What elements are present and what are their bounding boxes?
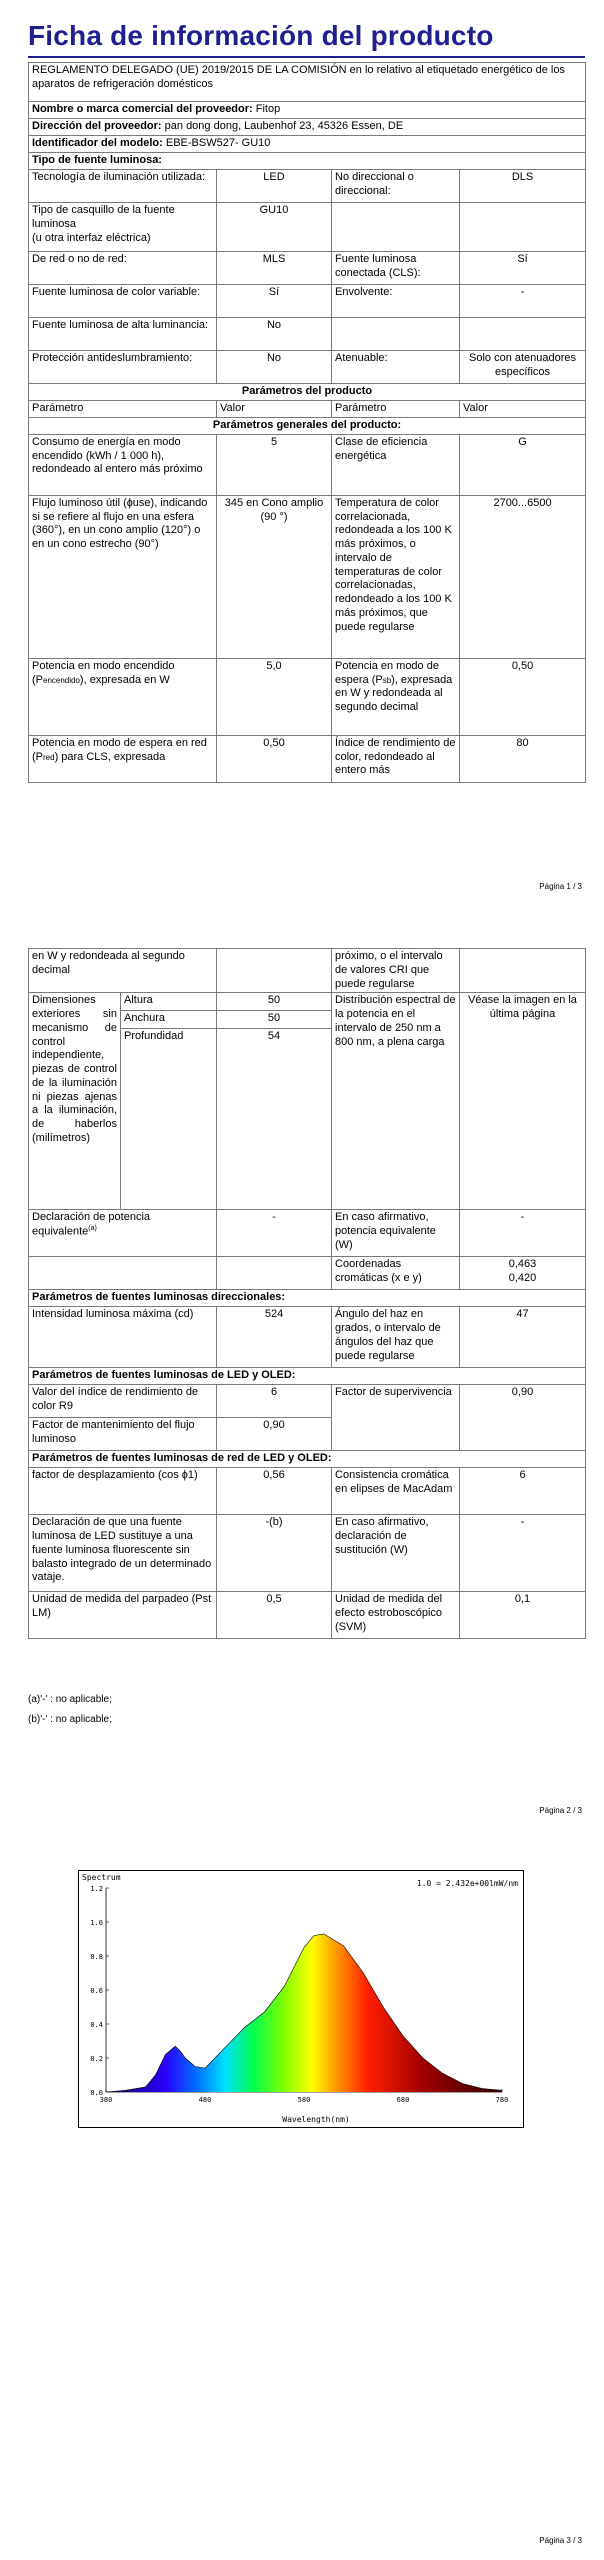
network-power-value: 0,50 bbox=[217, 735, 332, 782]
chroma-value bbox=[460, 1257, 586, 1290]
source-row bbox=[29, 170, 586, 203]
x-tick-label: 380 bbox=[99, 2096, 113, 2104]
mains-value: 0,1 bbox=[460, 1592, 586, 1639]
chroma-y: 0,420 bbox=[508, 1272, 537, 1284]
general-row bbox=[29, 434, 586, 495]
mains-param: Unidad de medida del efecto estroboscópico (SVM) bbox=[332, 1592, 460, 1639]
spectral-value: Véase la imagen en la última página bbox=[460, 993, 586, 1210]
network-power-label-cont: en W y redondeada al segundo decimal bbox=[29, 949, 217, 993]
general-param: Temperatura de color correlacionada, redondeada a los 100 K más próximos, o intervalo de temperaturas de color correlacionadas, redondeado a los 100 K más próximos, que puede regularse bbox=[332, 495, 460, 658]
general-value: 5 bbox=[217, 434, 332, 495]
source-param bbox=[332, 203, 460, 252]
source-param bbox=[332, 318, 460, 351]
equiv-label: Declaración de potencia equivalente$^{(a)}$ bbox=[29, 1210, 217, 1257]
col-header-param: Parámetro bbox=[332, 401, 460, 418]
equiv-value: - bbox=[217, 1210, 332, 1257]
general-params-title: Parámetros generales del producto: bbox=[29, 417, 586, 434]
dim-value: 54 bbox=[217, 1028, 332, 1209]
supplier-name-label: Nombre o marca comercial del proveedor: bbox=[32, 103, 253, 115]
supplier-address-row bbox=[29, 119, 586, 136]
mains-value: 0,5 bbox=[217, 1592, 332, 1639]
dim-value: 50 bbox=[217, 993, 332, 1011]
source-value: - bbox=[460, 285, 586, 318]
y-tick-label: 1.0 bbox=[90, 1919, 103, 1927]
chroma-label: Coordenadas cromáticas (x e y) bbox=[332, 1257, 460, 1290]
spectral-label: Distribución espectral de la potencia en el intervalo de 250 nm a 800 nm, a plena carga bbox=[332, 993, 460, 1210]
model-id-label: Identificador del modelo: bbox=[32, 137, 163, 149]
dim-name: Profundidad bbox=[121, 1028, 217, 1209]
cri-value: 80 bbox=[460, 735, 586, 782]
equiv2-value: - bbox=[460, 1210, 586, 1257]
dir-title-row bbox=[29, 1290, 586, 1307]
mains-title-row bbox=[29, 1451, 586, 1468]
source-row bbox=[29, 285, 586, 318]
dim-name: Altura bbox=[121, 993, 217, 1011]
general-value: 345 en Cono amplio (90 °) bbox=[217, 495, 332, 658]
source-value: Sí bbox=[217, 285, 332, 318]
product-params-title: Parámetros del producto bbox=[29, 384, 586, 401]
survival-label: Factor de supervivencia bbox=[332, 1385, 460, 1451]
mains-param: En caso afirmativo, declaración de sustitución (W) bbox=[332, 1515, 460, 1592]
source-type-row bbox=[29, 153, 586, 170]
dir-params-title: Parámetros de fuentes luminosas direccionales: bbox=[29, 1290, 586, 1307]
spectrum-chart bbox=[78, 1870, 524, 2128]
source-row bbox=[29, 318, 586, 351]
source-param: Fuente luminosa de alta luminancia: bbox=[29, 318, 217, 351]
mains-value: -(b) bbox=[217, 1515, 332, 1592]
equiv2-label: En caso afirmativo, potencia equivalente (W) bbox=[332, 1210, 460, 1257]
general-param: Clase de eficiencia energética bbox=[332, 434, 460, 495]
y-tick-label: 0.0 bbox=[90, 2089, 103, 2097]
maint-label: Factor de mantenimiento del flujo luminoso bbox=[29, 1418, 217, 1451]
power-on-value: 5,0 bbox=[217, 658, 332, 735]
mains-param: Consistencia cromática en elipses de MacAdam bbox=[332, 1468, 460, 1515]
source-param: Fuente luminosa de color variable: bbox=[29, 285, 217, 318]
info-table-page2 bbox=[28, 948, 586, 1639]
r9-label: Valor del índice de rendimiento de color R9 bbox=[29, 1385, 217, 1418]
info-table-page1 bbox=[28, 62, 586, 783]
regulation-text: REGLAMENTO DELEGADO (UE) 2019/2015 DE LA COMISIÓN en lo relativo al etiquetado energético de los aparatos de refrigeración domésticos bbox=[29, 63, 586, 102]
page-number: Página 3 / 3 bbox=[539, 2536, 582, 2545]
source-type-label: Tipo de fuente luminosa: bbox=[29, 153, 586, 170]
supplier-name: Fitop bbox=[255, 103, 281, 115]
y-tick-label: 1.2 bbox=[90, 1885, 103, 1893]
source-value: DLS bbox=[460, 170, 586, 203]
x-tick-label: 580 bbox=[297, 2096, 311, 2104]
survival-value: 0,90 bbox=[460, 1385, 586, 1451]
y-tick-label: 0.2 bbox=[90, 2055, 103, 2063]
footnote-a: (a)'-' : no aplicable; bbox=[28, 1694, 112, 1705]
dim-name: Anchura bbox=[121, 1011, 217, 1029]
x-tick-label: 480 bbox=[198, 2096, 212, 2104]
maint-value: 0,90 bbox=[217, 1418, 332, 1451]
mains-param: Declaración de que una fuente luminosa de LED sustituye a una fuente luminosa fluorescente sin balasto integrado de un determinado vataje. bbox=[29, 1515, 217, 1592]
power-standby-value: 0,50 bbox=[460, 658, 586, 735]
title-underline bbox=[28, 56, 585, 58]
mains-row bbox=[29, 1468, 586, 1515]
x-tick-label: 780 bbox=[495, 2096, 509, 2104]
dims-label: Dimensiones exteriores sin mecanismo de control independiente, piezas de control de la iluminación ni piezas ajenas a la iluminación, de haberlos (milímetros) bbox=[29, 993, 121, 1210]
led-title-row bbox=[29, 1368, 586, 1385]
dir-value: 47 bbox=[460, 1307, 586, 1368]
mains-params-title: Parámetros de fuentes luminosas de red de LED y OLED: bbox=[29, 1451, 586, 1468]
col-header-value: Valor bbox=[460, 401, 586, 418]
footnote-b: (b)'-' : no aplicable; bbox=[28, 1714, 112, 1725]
source-param: Atenuable: bbox=[332, 351, 460, 384]
source-value: Sí bbox=[460, 252, 586, 285]
network-power-label: Potencia en modo de espera en red (Pred) para CLS, expresada bbox=[29, 735, 217, 782]
source-row bbox=[29, 351, 586, 384]
source-value bbox=[460, 318, 586, 351]
general-value: 2700...6500 bbox=[460, 495, 586, 658]
mains-value: 0,56 bbox=[217, 1468, 332, 1515]
chroma-x: 0,463 bbox=[508, 1258, 537, 1271]
dir-param: Ángulo del haz en grados, o intervalo de ángulos del haz que puede regularse bbox=[332, 1307, 460, 1368]
col-header-param: Parámetro bbox=[29, 401, 217, 418]
source-value bbox=[460, 203, 586, 252]
source-value: GU10 bbox=[217, 203, 332, 252]
spectrum-xlabel: Wavelength(nm) bbox=[282, 2115, 350, 2124]
dim-value: 50 bbox=[217, 1011, 332, 1029]
general-param: Consumo de energía en modo encendido (kWh / 1 000 h), redondeado al entero más próximo bbox=[29, 434, 217, 495]
mains-value: - bbox=[460, 1515, 586, 1592]
column-header-row bbox=[29, 401, 586, 418]
mains-row bbox=[29, 1515, 586, 1592]
led-row bbox=[29, 1385, 586, 1418]
mains-param: Unidad de medida del parpadeo (Pst LM) bbox=[29, 1592, 217, 1639]
source-row bbox=[29, 252, 586, 285]
model-id-row bbox=[29, 136, 586, 153]
r9-value: 6 bbox=[217, 1385, 332, 1418]
source-value: Solo con atenuadores específicos bbox=[460, 351, 586, 384]
cri-label: Índice de rendimiento de color, redondeado al entero más bbox=[332, 735, 460, 782]
power-standby-label: Potencia en modo de espera (Psb), expresada en W y redondeada al segundo decimal bbox=[332, 658, 460, 735]
general-params-row bbox=[29, 417, 586, 434]
led-params-title: Parámetros de fuentes luminosas de LED y OLED: bbox=[29, 1368, 586, 1385]
page-number: Página 2 / 3 bbox=[539, 1806, 582, 1815]
dir-row bbox=[29, 1307, 586, 1368]
page-number: Página 1 / 3 bbox=[539, 882, 582, 891]
y-tick-label: 0.8 bbox=[90, 1953, 103, 1961]
power-row bbox=[29, 658, 586, 735]
supplier-address-label: Dirección del proveedor: bbox=[32, 120, 162, 132]
source-value: No bbox=[217, 351, 332, 384]
source-param: No direccional o direccional: bbox=[332, 170, 460, 203]
source-row bbox=[29, 203, 586, 252]
source-param: Tipo de casquillo de la fuente luminosa (u otra interfaz eléctrica) bbox=[29, 203, 217, 252]
spectrum-scale: 1.0 = 2.432e+00lmW/nm bbox=[416, 1879, 518, 1888]
source-param: Fuente luminosa conectada (CLS): bbox=[332, 252, 460, 285]
dims-row bbox=[29, 993, 586, 1011]
general-row bbox=[29, 495, 586, 658]
source-value: LED bbox=[217, 170, 332, 203]
source-param: Envolvente: bbox=[332, 285, 460, 318]
network-power-row bbox=[29, 735, 586, 782]
product-params-row bbox=[29, 384, 586, 401]
source-param: De red o no de red: bbox=[29, 252, 217, 285]
x-tick-label: 680 bbox=[396, 2096, 410, 2104]
supplier-name-row bbox=[29, 102, 586, 119]
regulation-row bbox=[29, 63, 586, 102]
general-param: Flujo luminoso útil (ɸuse), indicando si se refiere al flujo en una esfera (360°), en un cono amplio (120°) o en un cono estrecho (90°) bbox=[29, 495, 217, 658]
source-param: Tecnología de iluminación utilizada: bbox=[29, 170, 217, 203]
general-value: G bbox=[460, 434, 586, 495]
source-value: No bbox=[217, 318, 332, 351]
dir-param: Intensidad luminosa máxima (cd) bbox=[29, 1307, 217, 1368]
cri-label-cont: próximo, o el intervalo de valores CRI que puede regularse bbox=[332, 949, 460, 993]
model-id: EBE-BSW527- GU10 bbox=[165, 137, 271, 149]
equiv-row bbox=[29, 1210, 586, 1257]
y-tick-label: 0.4 bbox=[90, 2021, 103, 2029]
chroma-row bbox=[29, 1257, 586, 1290]
col-header-value: Valor bbox=[217, 401, 332, 418]
network-power-row-cont bbox=[29, 949, 586, 993]
supplier-address: pan dong dong, Laubenhof 23, 45326 Essen, DE bbox=[164, 120, 404, 132]
dir-value: 524 bbox=[217, 1307, 332, 1368]
spectrum-title: Spectrum bbox=[82, 1873, 121, 1882]
source-value: MLS bbox=[217, 252, 332, 285]
y-tick-label: 0.6 bbox=[90, 1987, 103, 1995]
mains-value: 6 bbox=[460, 1468, 586, 1515]
power-on-label: Potencia en modo encendido (Pencendido), expresada en W bbox=[29, 658, 217, 735]
mains-row bbox=[29, 1592, 586, 1639]
page-title: Ficha de información del producto bbox=[28, 20, 494, 51]
source-param: Protección antideslumbramiento: bbox=[29, 351, 217, 384]
mains-param: factor de desplazamiento (cos ɸ1) bbox=[29, 1468, 217, 1515]
